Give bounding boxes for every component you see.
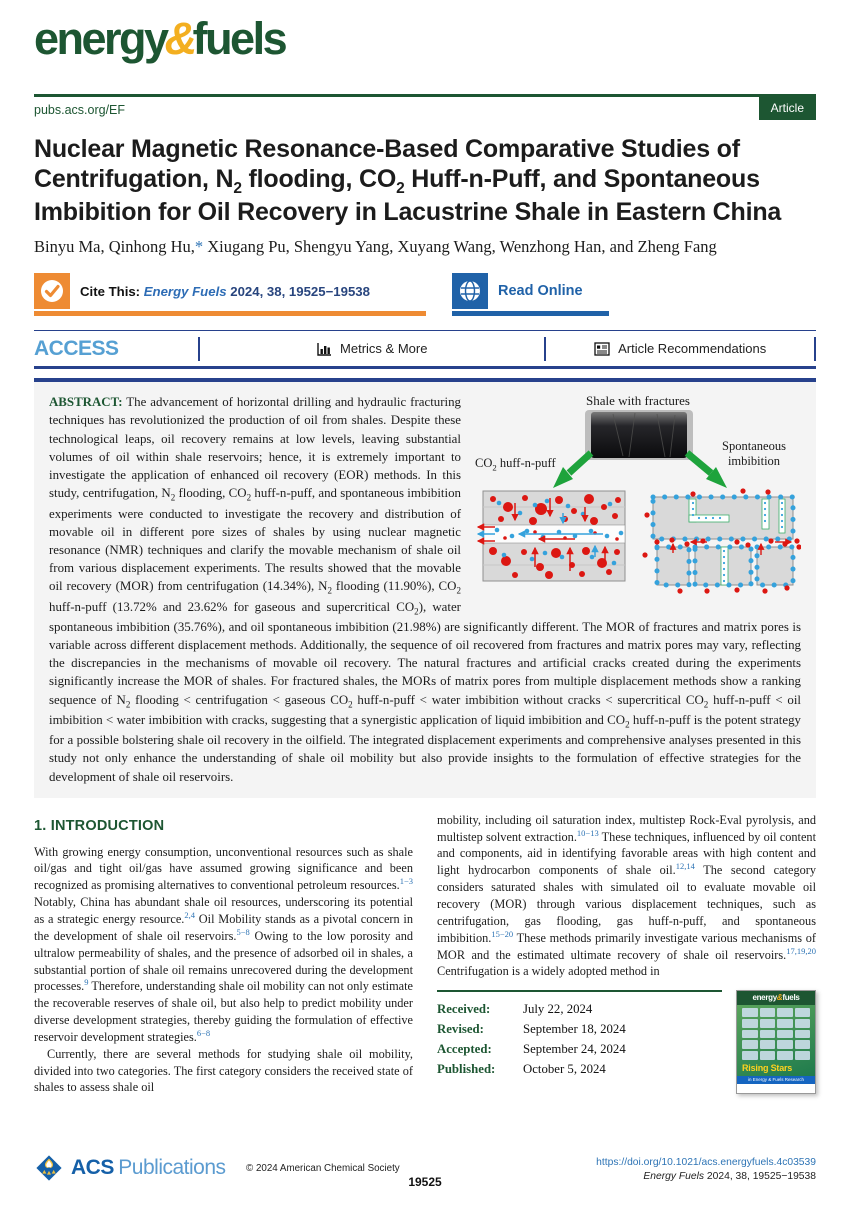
metrics-label: Metrics & More (340, 341, 428, 357)
cover-subtitle: in Energy & Fuels Research (737, 1076, 815, 1084)
page-number: 19525 (408, 1175, 442, 1189)
imbibition-diagram (642, 489, 801, 594)
read-online-button[interactable] (452, 273, 609, 316)
access-separator-end (814, 337, 816, 361)
intro-paragraph-1: With growing energy consumption, unconventional resources such as shale oil/gas and tight oil/gas have assumed growing significance and been recognized as promising alternatives to conventional petroleum resources.$^{1-3}$ Notably, China has abundant shale oil resources, underscoring its potential as a strategic energy resource.$^{2,4}$ Oil Mobility stands as a pivotal concern in the development of shale oil reservoirs.$^{5-8}$ Owing to the low porosity and ultralow permeability of shales, and the presence of adsorbed oil in shales, a substantial portion of shale oil remains unrecovered during the development processes.$^9$ Therefore, understanding shale oil mobility can not only estimate the recoverable reserves of shale oil, but also help to predict mobility under diverse development strategies, thereby guiding the formulation of effective reservoir development strategies.$^{6-8}$ (34, 844, 413, 1044)
journal-logo-ampersand: & (164, 13, 195, 64)
article-type-badge: Article (759, 97, 816, 120)
cite-text (70, 284, 370, 299)
date-row-published: Published: October 5, 2024 (437, 1061, 606, 1076)
cite-journal-name: Energy Fuels (143, 283, 227, 299)
journal-url-link[interactable]: pubs.acs.org/EF (34, 103, 126, 117)
abstract-text: The advancement of horizontal drilling and hydraulic fracturing techniques has revolutionized the production of oil from shales. Despite these technological leaps, oil recovery remains at low levels, leaving substantial volumes of oil within shale reservoirs; hence, it is extremely important to investigate the application of enhanced oil recovery (EOR) methods. In this study, centrifugation, $N_2$ flooding, $CO_2$ huff-n-puff, and spontaneous imbibition experiments were conducted to investigate the recovery and distribution of movable oil in different pore sizes of shales by using nuclear magnetic resonance (NMR) techniques and clarify the movable mechanism of shale oil from various displacement experiments. The results showed that the movable oil recovery (MOR) from centrifugation (14.34%), $N_2$ flooding (11.90%), $CO_2$ huff-n-puff (13.72% and 23.62% for gaseous and supercritical $CO_2$), water spontaneous imbibition (35.76%), and oil spontaneous imbibition (21.98%) are significantly different. The MOR of fractures and matrix pores is variable across different displacement methods. Additionally, the sequence of oil recovered from fractures and matrix pores may vary, reflecting the discrepancies in the mechanisms of movable oil recovery. The natural fractures and artificial cracks created during the experiments significantly increase the MOR of shales. For fractured shales, the MORs of matrix pores from multiple displacement methods show a ranking sequence of $N_2$ flooding < centrifugation < gaseous $CO_2$ huff-n-puff < water imbibition without cracks < supercritical $CO_2$ huff-n-puff < oil imbibition < water imbibition with cracks, suggesting that a synergistic application of liquid imbibition and $CO_2$ huff-n-puff is the potent strategy for a possible bolstering shale oil recovery in the oilfield. The integrated displacement experiments and comprehensive analyses presented in this study not only enhance the understanding of shale oil mobility but also provide insights to the formulation of effective strategies for the development of shale oil reservoirs. (49, 395, 801, 784)
publications-logo-text: Publications (118, 1156, 226, 1179)
date-row-accepted: Accepted: September 24, 2024 (437, 1041, 626, 1056)
abstract-label: ABSTRACT: (49, 395, 123, 410)
cite-this-bar[interactable] (34, 273, 426, 316)
journal-logo-part1: energy (34, 13, 167, 64)
right-column (437, 812, 816, 1097)
cover-photo-grid (742, 1008, 810, 1060)
intro-paragraph-2: Currently, there are several methods for studying shale oil mobility, divided into two categories. The first category considers the received state of shales to assess shale oil (34, 1046, 413, 1095)
doi-citation-block (596, 1156, 816, 1185)
copyright-notice: © 2024 American Chemical Society (246, 1163, 400, 1174)
footer-citation: Energy Fuels 2024, 38, 19525−19538 (643, 1171, 816, 1183)
recommendations-icon (594, 342, 610, 356)
cite-reference-numbers: 2024, 38, 19525−19538 (230, 283, 370, 299)
date-row-revised: Revised: September 18, 2024 (437, 1022, 626, 1037)
article-dates (437, 990, 722, 1094)
globe-icon (452, 273, 488, 309)
bar-chart-icon (317, 342, 332, 356)
section-heading-introduction: 1. INTRODUCTION (34, 817, 165, 834)
date-row-received: Received: July 22, 2024 (437, 1002, 593, 1017)
abstract-section (34, 378, 816, 797)
journal-cover-thumbnail (736, 990, 816, 1094)
graphical-abstract-drawing (475, 395, 801, 597)
doi-link[interactable]: https://doi.org/10.1021/acs.energyfuels.4c03539 (596, 1157, 816, 1168)
acs-emblem-icon (34, 1153, 64, 1183)
body-columns (34, 812, 816, 1097)
page (0, 13, 850, 1211)
recommendations-label: Article Recommendations (618, 341, 767, 357)
cite-row (34, 273, 816, 316)
left-column (34, 812, 413, 1097)
green-arrow-left (553, 453, 591, 488)
graphical-abstract-figure (475, 395, 801, 597)
access-bar (34, 330, 816, 369)
page-footer (34, 1151, 816, 1199)
journal-logo-part2: fuels (192, 13, 286, 64)
acs-publications-logo[interactable] (34, 1153, 226, 1183)
read-online-label: Read Online (498, 283, 583, 300)
access-link[interactable]: ACCESS (34, 336, 119, 360)
header-rule-row (34, 94, 816, 120)
figure-label-huff-n-puff: $CO_2$ huff-n-puff (475, 456, 556, 473)
cover-masthead: energy&fuels (737, 991, 815, 1005)
dates-and-cover (437, 990, 816, 1094)
huff-n-puff-diagram (478, 491, 625, 581)
author-list: Binyu Ma, Qinhong Hu,* Xiugang Pu, Shengyu Yang, Xuyang Wang, Wenzhong Han, and Zheng Fang (34, 237, 717, 257)
cite-check-icon (34, 273, 70, 309)
metrics-link[interactable] (200, 341, 544, 356)
cite-this-label: Cite This: (80, 283, 141, 299)
cover-footer-strip (737, 1084, 815, 1093)
figure-label-imbibition: Spontaneous imbibition (722, 439, 786, 468)
intro-paragraph-3: mobility, including oil saturation index, multistep Rock-Eval pyrolysis, and multistep solvent extraction.$^{10-13}$ These techniques, influenced by oil content and components, aid in identifying favorable areas with high content and light hydrocarbon components of shale oil.$^{12,14}$ The second category considers saturated shales with simulated oil to evaluate movable oil recovery (MOR) through various displacement techniques, such as centrifugation, gas flooding, gas huff-n-puff, and spontaneous imbibition.$^{15-20}$ These methods primarily investigate various mechanisms of MOR and the estimated ultimate recovery of shale oil reservoirs.$^{17,19,20}$ Centrifugation is a widely adopted method in (437, 812, 816, 979)
cover-title: Rising Stars (742, 1062, 793, 1073)
shale-core-photo (585, 410, 693, 460)
recommendations-link[interactable] (546, 341, 814, 356)
figure-label-shale: Shale with fractures (586, 393, 690, 409)
article-title: Nuclear Magnetic Resonance-Based Comparative Studies of Centrifugation, $N_2$ flooding, $CO_2$ Huff-n-Puff, and Spontaneous Imbibition for Oil Recovery in Lacustrine Shale in Eastern China (34, 135, 782, 226)
journal-logo (34, 13, 816, 64)
acs-logo-text: ACS (71, 1156, 114, 1179)
cover-body (737, 1005, 815, 1076)
